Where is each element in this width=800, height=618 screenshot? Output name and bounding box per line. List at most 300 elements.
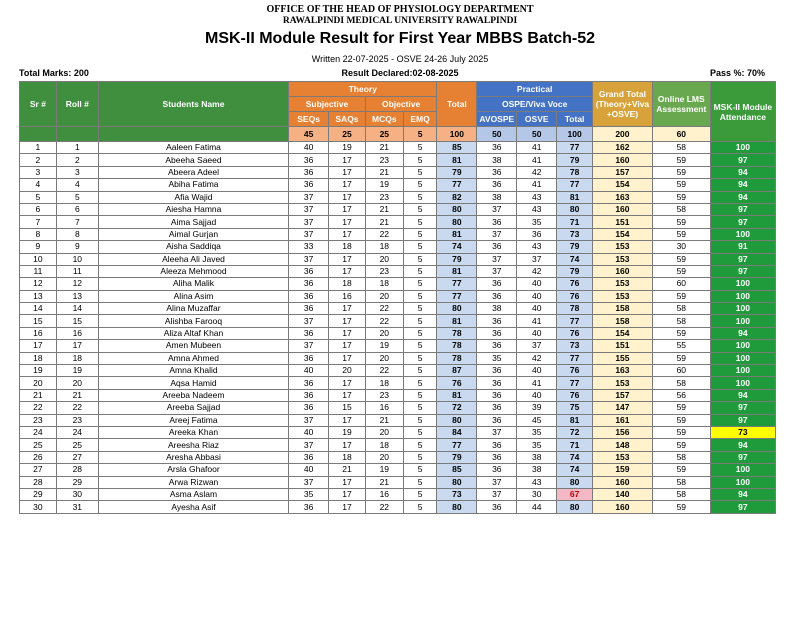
cell-name: Aima Sajjad xyxy=(98,216,288,228)
table-header xyxy=(20,82,776,142)
col-saqs: SAQs xyxy=(329,112,366,127)
cell-lms: 59 xyxy=(652,439,710,451)
cell-seqs: 37 xyxy=(289,340,329,352)
cell-emq: 5 xyxy=(403,327,437,339)
cell-grand-total: 153 xyxy=(592,377,652,389)
cell-name: Abeera Adeel xyxy=(98,166,288,178)
result-table xyxy=(19,81,776,514)
cell-roll: 9 xyxy=(56,241,98,253)
cell-osve: 40 xyxy=(517,290,557,302)
cell-lms: 59 xyxy=(652,464,710,476)
cell-grand-total: 160 xyxy=(592,154,652,166)
cell-seqs: 36 xyxy=(289,389,329,401)
cell-saqs: 18 xyxy=(329,278,366,290)
cell-theory-total: 81 xyxy=(437,265,477,277)
col-avospe: AVOSPE xyxy=(477,112,517,127)
col-objective: Objective xyxy=(365,97,437,112)
cell-lms: 58 xyxy=(652,315,710,327)
cell-lms: 56 xyxy=(652,389,710,401)
page-title: MSK-II Module Result for First Year MBBS Batch-52 xyxy=(205,30,595,47)
cell-attendance: 100 xyxy=(710,352,775,364)
cell-grand-total: 153 xyxy=(592,278,652,290)
table-row xyxy=(20,191,776,203)
cell-name: Areej Fatima xyxy=(98,414,288,426)
cell-practical-total: 75 xyxy=(557,402,593,414)
cell-roll: 24 xyxy=(56,426,98,438)
cell-avospe: 37 xyxy=(477,426,517,438)
table-row xyxy=(20,142,776,154)
cell-attendance: 97 xyxy=(710,402,775,414)
cell-grand-total: 153 xyxy=(592,253,652,265)
cell-theory-total: 79 xyxy=(437,166,477,178)
cell-emq: 5 xyxy=(403,451,437,463)
cell-lms: 59 xyxy=(652,191,710,203)
cell-seqs: 36 xyxy=(289,377,329,389)
cell-saqs: 20 xyxy=(329,365,366,377)
cell-mcqs: 22 xyxy=(365,315,403,327)
table-row xyxy=(20,203,776,215)
table-row xyxy=(20,315,776,327)
table-row xyxy=(20,352,776,364)
cell-practical-total: 74 xyxy=(557,451,593,463)
cell-practical-total: 77 xyxy=(557,377,593,389)
cell-roll: 5 xyxy=(56,191,98,203)
cell-roll: 15 xyxy=(56,315,98,327)
cell-saqs: 17 xyxy=(329,166,366,178)
cell-name: Alina Asim xyxy=(98,290,288,302)
table-row xyxy=(20,253,776,265)
cell-saqs: 17 xyxy=(329,154,366,166)
cell-osve: 38 xyxy=(517,451,557,463)
cell-grand-total: 151 xyxy=(592,340,652,352)
cell-lms: 59 xyxy=(652,179,710,191)
cell-grand-total: 154 xyxy=(592,179,652,191)
cell-roll: 25 xyxy=(56,439,98,451)
cell-practical-total: 81 xyxy=(557,414,593,426)
cell-name: Aliha Malik xyxy=(98,278,288,290)
cell-osve: 42 xyxy=(517,265,557,277)
cell-emq: 5 xyxy=(403,476,437,488)
cell-emq: 5 xyxy=(403,365,437,377)
cell-name: Aqsa Hamid xyxy=(98,377,288,389)
cell-theory-total: 81 xyxy=(437,228,477,240)
cell-avospe: 36 xyxy=(477,216,517,228)
cell-attendance: 94 xyxy=(710,389,775,401)
cell-osve: 43 xyxy=(517,476,557,488)
cell-osve: 41 xyxy=(517,142,557,154)
table-row xyxy=(20,365,776,377)
cell-theory-total: 78 xyxy=(437,352,477,364)
cell-name: Areesha Riaz xyxy=(98,439,288,451)
table-row xyxy=(20,166,776,178)
cell-theory-total: 77 xyxy=(437,179,477,191)
cell-emq: 5 xyxy=(403,315,437,327)
cell-attendance: 100 xyxy=(710,142,775,154)
cell-name: Areeka Khan xyxy=(98,426,288,438)
cell-roll: 21 xyxy=(56,389,98,401)
cell-mcqs: 22 xyxy=(365,501,403,513)
cell-saqs: 17 xyxy=(329,303,366,315)
cell-roll: 23 xyxy=(56,414,98,426)
cell-practical-total: 77 xyxy=(557,315,593,327)
cell-seqs: 40 xyxy=(289,464,329,476)
col-lms: Online LMS Assessment xyxy=(652,82,710,127)
cell-mcqs: 22 xyxy=(365,228,403,240)
cell-practical-total: 71 xyxy=(557,216,593,228)
cell-name: Aleeha Ali Javed xyxy=(98,253,288,265)
cell-lms: 59 xyxy=(652,228,710,240)
cell-sr: 13 xyxy=(20,290,57,302)
col-name: Students Name xyxy=(98,82,288,127)
cell-sr: 6 xyxy=(20,203,57,215)
cell-osve: 43 xyxy=(517,203,557,215)
table-row xyxy=(20,179,776,191)
cell-osve: 36 xyxy=(517,228,557,240)
cell-avospe: 37 xyxy=(477,253,517,265)
cell-practical-total: 80 xyxy=(557,476,593,488)
cell-practical-total: 76 xyxy=(557,389,593,401)
cell-sr: 17 xyxy=(20,340,57,352)
cell-mcqs: 21 xyxy=(365,142,403,154)
cell-attendance: 97 xyxy=(710,154,775,166)
cell-avospe: 36 xyxy=(477,340,517,352)
cell-grand-total: 148 xyxy=(592,439,652,451)
cell-lms: 58 xyxy=(652,476,710,488)
cell-theory-total: 87 xyxy=(437,365,477,377)
cell-seqs: 36 xyxy=(289,278,329,290)
cell-mcqs: 19 xyxy=(365,179,403,191)
cell-attendance: 91 xyxy=(710,241,775,253)
cell-seqs: 37 xyxy=(289,414,329,426)
cell-sr: 30 xyxy=(20,501,57,513)
cell-theory-total: 73 xyxy=(437,488,477,500)
cell-seqs: 40 xyxy=(289,142,329,154)
cell-roll: 4 xyxy=(56,179,98,191)
result-declared: Result Declared:02-08-2025 xyxy=(341,68,459,78)
col-theory: Theory xyxy=(289,82,437,97)
cell-theory-total: 80 xyxy=(437,303,477,315)
cell-emq: 5 xyxy=(403,402,437,414)
cell-attendance: 94 xyxy=(710,439,775,451)
cell-mcqs: 21 xyxy=(365,414,403,426)
cell-sr: 22 xyxy=(20,402,57,414)
cell-emq: 5 xyxy=(403,228,437,240)
cell-practical-total: 81 xyxy=(557,191,593,203)
cell-emq: 5 xyxy=(403,166,437,178)
cell-lms: 58 xyxy=(652,142,710,154)
table-row xyxy=(20,414,776,426)
cell-emq: 5 xyxy=(403,241,437,253)
col-attendance: MSK-II Module Attendance xyxy=(710,82,775,142)
cell-attendance: 100 xyxy=(710,340,775,352)
cell-osve: 40 xyxy=(517,303,557,315)
table-row xyxy=(20,278,776,290)
cell-grand-total: 157 xyxy=(592,166,652,178)
cell-saqs: 17 xyxy=(329,228,366,240)
cell-emq: 5 xyxy=(403,501,437,513)
table-row xyxy=(20,154,776,166)
cell-sr: 20 xyxy=(20,377,57,389)
office-title: OFFICE OF THE HEAD OF PHYSIOLOGY DEPARTMENT xyxy=(266,4,534,15)
cell-lms: 59 xyxy=(652,253,710,265)
cell-avospe: 36 xyxy=(477,464,517,476)
cell-theory-total: 78 xyxy=(437,340,477,352)
cell-emq: 5 xyxy=(403,426,437,438)
cell-mcqs: 20 xyxy=(365,253,403,265)
cell-sr: 15 xyxy=(20,315,57,327)
cell-theory-total: 79 xyxy=(437,253,477,265)
cell-saqs: 17 xyxy=(329,216,366,228)
exam-dates: Written 22-07-2025 - OSVE 24-26 July 2025 xyxy=(311,54,489,64)
cell-avospe: 35 xyxy=(477,352,517,364)
cell-avospe: 36 xyxy=(477,402,517,414)
table-row xyxy=(20,241,776,253)
cell-seqs: 40 xyxy=(289,365,329,377)
col-grand-total: Grand Total (Theory+Viva +OSVE) xyxy=(592,82,652,127)
cell-mcqs: 18 xyxy=(365,241,403,253)
cell-name: Aisha Saddiqa xyxy=(98,241,288,253)
cell-sr: 27 xyxy=(20,464,57,476)
cell-theory-total: 80 xyxy=(437,216,477,228)
cell-mcqs: 20 xyxy=(365,290,403,302)
cell-name: Arwa Rizwan xyxy=(98,476,288,488)
cell-attendance: 100 xyxy=(710,303,775,315)
cell-roll: 13 xyxy=(56,290,98,302)
cell-seqs: 37 xyxy=(289,228,329,240)
cell-roll: 2 xyxy=(56,154,98,166)
cell-attendance: 94 xyxy=(710,166,775,178)
cell-practical-total: 67 xyxy=(557,488,593,500)
col-roll: Roll # xyxy=(56,82,98,127)
cell-roll: 14 xyxy=(56,303,98,315)
cell-grand-total: 160 xyxy=(592,203,652,215)
cell-roll: 3 xyxy=(56,166,98,178)
cell-practical-total: 79 xyxy=(557,265,593,277)
cell-seqs: 36 xyxy=(289,290,329,302)
max-grand-total: 200 xyxy=(592,127,652,142)
cell-grand-total: 157 xyxy=(592,389,652,401)
cell-roll: 28 xyxy=(56,464,98,476)
cell-avospe: 37 xyxy=(477,203,517,215)
cell-attendance: 97 xyxy=(710,253,775,265)
cell-attendance: 97 xyxy=(710,216,775,228)
table-row xyxy=(20,402,776,414)
cell-practical-total: 76 xyxy=(557,327,593,339)
col-emq: EMQ xyxy=(403,112,437,127)
cell-theory-total: 74 xyxy=(437,241,477,253)
cell-grand-total: 156 xyxy=(592,426,652,438)
cell-saqs: 18 xyxy=(329,241,366,253)
table-row xyxy=(20,476,776,488)
max-empty xyxy=(56,127,98,142)
cell-mcqs: 23 xyxy=(365,191,403,203)
cell-attendance: 94 xyxy=(710,179,775,191)
max-seqs: 45 xyxy=(289,127,329,142)
cell-lms: 59 xyxy=(652,290,710,302)
cell-theory-total: 81 xyxy=(437,154,477,166)
cell-saqs: 19 xyxy=(329,426,366,438)
col-osve: OSVE xyxy=(517,112,557,127)
cell-osve: 40 xyxy=(517,278,557,290)
cell-lms: 58 xyxy=(652,303,710,315)
cell-grand-total: 163 xyxy=(592,191,652,203)
cell-mcqs: 21 xyxy=(365,166,403,178)
cell-attendance: 100 xyxy=(710,315,775,327)
cell-lms: 59 xyxy=(652,414,710,426)
cell-practical-total: 77 xyxy=(557,352,593,364)
cell-attendance: 100 xyxy=(710,290,775,302)
cell-saqs: 17 xyxy=(329,414,366,426)
cell-attendance: 100 xyxy=(710,228,775,240)
cell-sr: 19 xyxy=(20,365,57,377)
cell-attendance: 100 xyxy=(710,377,775,389)
cell-name: Alishba Farooq xyxy=(98,315,288,327)
table-row xyxy=(20,451,776,463)
cell-sr: 11 xyxy=(20,265,57,277)
cell-roll: 1 xyxy=(56,142,98,154)
cell-theory-total: 76 xyxy=(437,377,477,389)
cell-osve: 35 xyxy=(517,439,557,451)
cell-avospe: 36 xyxy=(477,365,517,377)
cell-roll: 10 xyxy=(56,253,98,265)
cell-sr: 12 xyxy=(20,278,57,290)
cell-seqs: 36 xyxy=(289,352,329,364)
cell-lms: 59 xyxy=(652,265,710,277)
cell-practical-total: 71 xyxy=(557,439,593,451)
cell-practical-total: 72 xyxy=(557,426,593,438)
cell-attendance: 100 xyxy=(710,278,775,290)
cell-name: Areeba Nadeem xyxy=(98,389,288,401)
cell-mcqs: 21 xyxy=(365,216,403,228)
cell-theory-total: 80 xyxy=(437,476,477,488)
cell-practical-total: 73 xyxy=(557,340,593,352)
cell-osve: 43 xyxy=(517,191,557,203)
cell-saqs: 17 xyxy=(329,377,366,389)
cell-osve: 40 xyxy=(517,365,557,377)
cell-sr: 2 xyxy=(20,154,57,166)
cell-grand-total: 161 xyxy=(592,414,652,426)
table-row xyxy=(20,464,776,476)
cell-emq: 5 xyxy=(403,290,437,302)
cell-attendance: 100 xyxy=(710,365,775,377)
cell-emq: 5 xyxy=(403,265,437,277)
table-row xyxy=(20,216,776,228)
cell-mcqs: 21 xyxy=(365,203,403,215)
cell-osve: 41 xyxy=(517,377,557,389)
cell-seqs: 37 xyxy=(289,315,329,327)
table-row xyxy=(20,228,776,240)
table-body xyxy=(20,142,776,514)
col-mcqs: MCQs xyxy=(365,112,403,127)
max-mcqs: 25 xyxy=(365,127,403,142)
cell-roll: 18 xyxy=(56,352,98,364)
cell-lms: 58 xyxy=(652,203,710,215)
cell-theory-total: 72 xyxy=(437,402,477,414)
cell-grand-total: 153 xyxy=(592,241,652,253)
cell-avospe: 36 xyxy=(477,414,517,426)
table-row xyxy=(20,501,776,513)
cell-seqs: 36 xyxy=(289,265,329,277)
cell-theory-total: 82 xyxy=(437,191,477,203)
cell-avospe: 36 xyxy=(477,439,517,451)
cell-seqs: 33 xyxy=(289,241,329,253)
cell-saqs: 17 xyxy=(329,327,366,339)
cell-roll: 27 xyxy=(56,451,98,463)
cell-osve: 40 xyxy=(517,389,557,401)
cell-theory-total: 80 xyxy=(437,501,477,513)
cell-emq: 5 xyxy=(403,278,437,290)
cell-emq: 5 xyxy=(403,377,437,389)
cell-sr: 8 xyxy=(20,228,57,240)
cell-name: Areeba Sajjad xyxy=(98,402,288,414)
cell-practical-total: 73 xyxy=(557,228,593,240)
cell-grand-total: 158 xyxy=(592,303,652,315)
cell-avospe: 36 xyxy=(477,389,517,401)
cell-attendance: 97 xyxy=(710,414,775,426)
cell-emq: 5 xyxy=(403,154,437,166)
col-practical-total: Total xyxy=(557,112,593,127)
cell-seqs: 37 xyxy=(289,203,329,215)
cell-grand-total: 147 xyxy=(592,402,652,414)
table-row xyxy=(20,488,776,500)
cell-emq: 5 xyxy=(403,439,437,451)
cell-saqs: 17 xyxy=(329,191,366,203)
cell-theory-total: 81 xyxy=(437,389,477,401)
cell-avospe: 37 xyxy=(477,476,517,488)
cell-avospe: 37 xyxy=(477,488,517,500)
cell-grand-total: 162 xyxy=(592,142,652,154)
cell-theory-total: 81 xyxy=(437,315,477,327)
cell-grand-total: 158 xyxy=(592,315,652,327)
cell-lms: 59 xyxy=(652,166,710,178)
cell-theory-total: 84 xyxy=(437,426,477,438)
cell-roll: 19 xyxy=(56,365,98,377)
cell-attendance: 97 xyxy=(710,203,775,215)
cell-seqs: 36 xyxy=(289,327,329,339)
cell-sr: 7 xyxy=(20,216,57,228)
cell-sr: 21 xyxy=(20,389,57,401)
cell-sr: 18 xyxy=(20,352,57,364)
cell-grand-total: 160 xyxy=(592,476,652,488)
cell-osve: 37 xyxy=(517,253,557,265)
cell-theory-total: 85 xyxy=(437,142,477,154)
cell-name: Aiesha Hamna xyxy=(98,203,288,215)
cell-saqs: 17 xyxy=(329,501,366,513)
cell-theory-total: 77 xyxy=(437,439,477,451)
cell-attendance: 97 xyxy=(710,265,775,277)
cell-mcqs: 23 xyxy=(365,154,403,166)
cell-practical-total: 77 xyxy=(557,142,593,154)
cell-name: Abeeha Saeed xyxy=(98,154,288,166)
cell-saqs: 18 xyxy=(329,451,366,463)
cell-mcqs: 18 xyxy=(365,439,403,451)
cell-osve: 45 xyxy=(517,414,557,426)
cell-seqs: 36 xyxy=(289,402,329,414)
cell-theory-total: 80 xyxy=(437,414,477,426)
cell-seqs: 37 xyxy=(289,216,329,228)
table-row xyxy=(20,290,776,302)
cell-avospe: 38 xyxy=(477,191,517,203)
cell-saqs: 17 xyxy=(329,352,366,364)
cell-saqs: 16 xyxy=(329,290,366,302)
cell-lms: 59 xyxy=(652,216,710,228)
cell-osve: 30 xyxy=(517,488,557,500)
cell-sr: 29 xyxy=(20,488,57,500)
cell-osve: 37 xyxy=(517,340,557,352)
cell-avospe: 36 xyxy=(477,315,517,327)
cell-avospe: 36 xyxy=(477,451,517,463)
cell-seqs: 36 xyxy=(289,501,329,513)
